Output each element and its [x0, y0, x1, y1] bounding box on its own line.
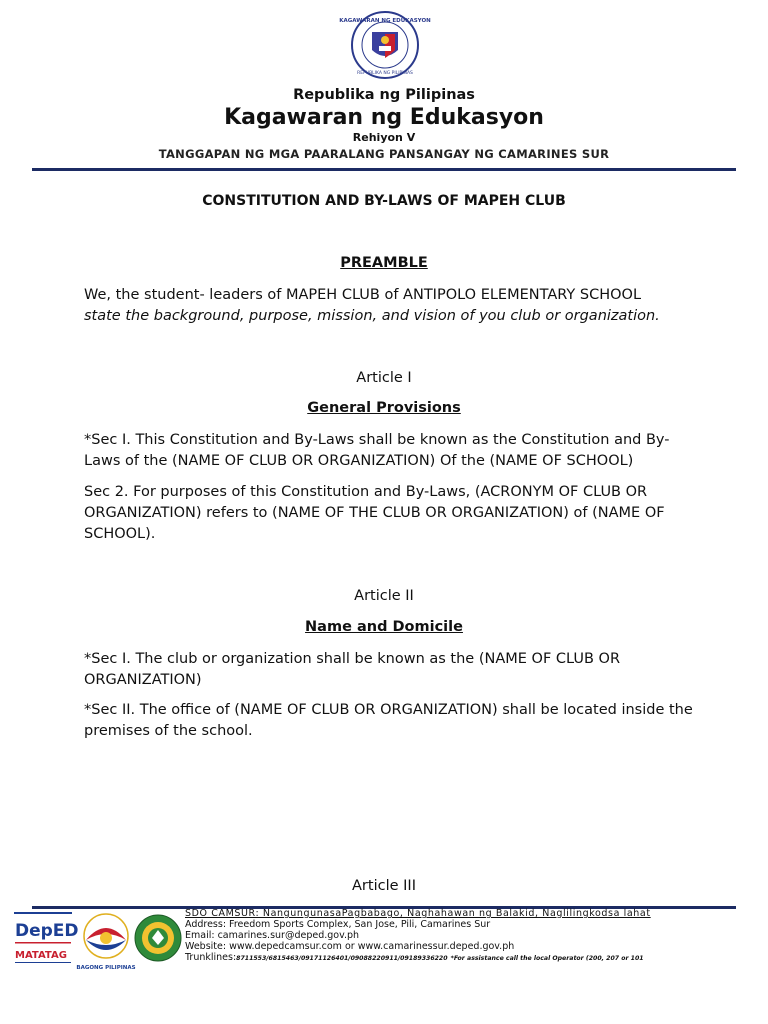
footer-website: Website: www.depedcamsur.com or www.camarinessur.deped.gov.ph	[185, 941, 515, 952]
article-3-label: Article III	[352, 878, 416, 894]
article-1-heading: General Provisions	[307, 400, 461, 416]
article-1-section-1: *Sec I. This Constitution and By-Laws shall be known as the Constitution and By-Laws of the (NAME OF CLUB OR ORGANIZATION) Of the (NAME OF SCHOOL)	[84, 432, 670, 469]
article-1-section-2: Sec 2. For purposes of this Constitution and By-Laws, (ACRONYM OF CLUB OR ORGANIZATION) refers to (NAME OF THE CLUB OR ORGANIZATION) of (NAME OF SCHOOL).	[84, 484, 665, 542]
article-2-section-2: *Sec II. The office of (NAME OF CLUB OR ORGANIZATION) shall be located inside the premises of the school.	[84, 702, 693, 739]
footer-motto: SDO CAMSUR: NangungunasaPagbabago, Naghahawan ng Balakid, Naglilingkodsa lahat	[185, 908, 651, 919]
footer-trunklines	[185, 952, 745, 964]
preamble-line-1: We, the student- leaders of MAPEH CLUB of ANTIPOLO ELEMENTARY SCHOOL	[84, 287, 642, 303]
region-label: Rehiyon V	[352, 131, 416, 144]
footer-address: Address: Freedom Sports Complex, San Jose, Pili, Camarines Sur	[185, 919, 491, 930]
department-title: Kagawaran ng Edukasyon	[224, 105, 544, 130]
seal-text-top: KAGAWARAN NG EDUKASYON	[339, 18, 431, 24]
preamble-line-2: state the background, purpose, mission, and vision of you club or organization.	[84, 308, 660, 324]
preamble-text	[84, 285, 694, 327]
bp-label: BAGONG PILIPINAS	[76, 965, 136, 971]
article-2-heading: Name and Domicile	[305, 619, 463, 635]
bagong-pilipinas-logo-icon	[78, 910, 134, 972]
deped-logo-text: DepED	[15, 921, 79, 941]
trunklines-label: Trunklines:	[185, 952, 237, 963]
trunklines-numbers: 8711553/6815463/09171126401/09088220911/09189336220	[236, 955, 448, 962]
deped-matatag-logo-icon	[12, 912, 79, 970]
footer-contact	[185, 908, 745, 964]
header-rule	[32, 168, 736, 171]
article-2-label: Article II	[354, 588, 414, 604]
sdo-camsur-logo-icon	[134, 912, 182, 964]
republic-label: Republika ng Pilipinas	[293, 87, 475, 103]
seal-text-bottom: REPUBLIKA NG PILIPINAS	[357, 71, 413, 76]
footer-email: Email: camarines.sur@deped.gov.ph	[185, 930, 360, 941]
office-label: TANGGAPAN NG MGA PAARALANG PANSANGAY NG CAMARINES SUR	[158, 147, 610, 161]
article-2-section-1: *Sec I. The club or organization shall be known as the (NAME OF CLUB OR ORGANIZATION)	[84, 651, 621, 688]
document-title: CONSTITUTION AND BY-LAWS OF MAPEH CLUB	[202, 193, 566, 209]
deped-seal-icon	[339, 10, 431, 80]
trunklines-note: *For assistance call the local Operator (200, 207 or 101	[450, 955, 644, 962]
deped-sub-text: MATATAG	[15, 950, 67, 961]
preamble-heading: PREAMBLE	[340, 255, 428, 271]
article-1-label: Article I	[356, 370, 412, 386]
